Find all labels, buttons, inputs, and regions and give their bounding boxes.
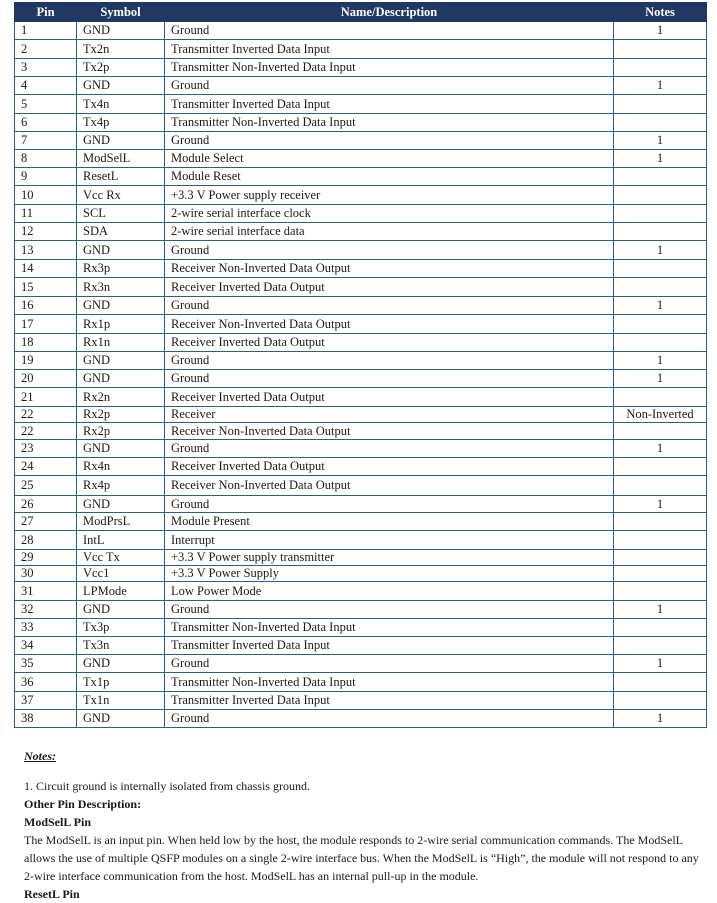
symbol-cell: Tx1n: [77, 692, 165, 710]
table-row: [15, 550, 707, 566]
table-row: [15, 241, 707, 260]
notes-cell: 1: [614, 655, 707, 673]
other-pin-description-heading: Other Pin Description:: [24, 797, 142, 811]
name-cell: 2-wire serial interface clock: [165, 205, 614, 223]
notes-cell: [614, 637, 707, 655]
symbol-cell: Rx4p: [77, 476, 165, 496]
pin-cell: 28: [15, 531, 77, 550]
symbol-cell: Vcc1: [77, 566, 165, 582]
symbol-cell: ModSelL: [77, 150, 165, 168]
notes-cell: [614, 334, 707, 352]
name-cell: Transmitter Non-Inverted Data Input: [165, 619, 614, 637]
symbol-cell: Tx1p: [77, 673, 165, 692]
pin-cell: 20: [15, 370, 77, 388]
symbol-cell: Rx4n: [77, 458, 165, 476]
name-cell: Receiver Non-Inverted Data Output: [165, 423, 614, 440]
notes-cell: 1: [614, 150, 707, 168]
symbol-cell: SDA: [77, 223, 165, 241]
table-row: [15, 260, 707, 278]
table-row: [15, 150, 707, 168]
symbol-cell: GND: [77, 710, 165, 728]
resetl-pin-heading: ResetL Pin: [24, 887, 80, 901]
name-cell: Ground: [165, 297, 614, 315]
pin-table-body: [15, 22, 707, 728]
notes-cell: [614, 566, 707, 582]
table-row: [15, 513, 707, 531]
table-row: [15, 334, 707, 352]
notes-cell: [614, 260, 707, 278]
table-row: [15, 496, 707, 513]
symbol-cell: Tx4p: [77, 114, 165, 132]
table-row: [15, 440, 707, 458]
header-symbol: Symbol: [77, 3, 165, 22]
notes-cell: 1: [614, 77, 707, 95]
pin-cell: 12: [15, 223, 77, 241]
name-cell: Receiver Inverted Data Output: [165, 388, 614, 407]
pin-cell: 18: [15, 334, 77, 352]
name-cell: 2-wire serial interface data: [165, 223, 614, 241]
name-cell: Module Reset: [165, 168, 614, 186]
table-row: [15, 22, 707, 40]
pin-cell: 6: [15, 114, 77, 132]
symbol-cell: Tx3p: [77, 619, 165, 637]
notes-cell: Non-Inverted: [614, 407, 707, 423]
notes-cell: [614, 278, 707, 297]
table-header-row: [15, 3, 707, 22]
name-cell: Ground: [165, 241, 614, 260]
name-cell: Ground: [165, 77, 614, 95]
pin-cell: 25: [15, 476, 77, 496]
name-cell: Transmitter Inverted Data Input: [165, 692, 614, 710]
symbol-cell: GND: [77, 370, 165, 388]
table-row: [15, 655, 707, 673]
symbol-cell: GND: [77, 241, 165, 260]
symbol-cell: GND: [77, 22, 165, 40]
name-cell: Receiver Inverted Data Output: [165, 278, 614, 297]
notes-cell: 1: [614, 496, 707, 513]
symbol-cell: ResetL: [77, 168, 165, 186]
notes-cell: [614, 582, 707, 601]
name-cell: Ground: [165, 496, 614, 513]
notes-cell: [614, 458, 707, 476]
notes-cell: [614, 95, 707, 114]
table-row: [15, 77, 707, 95]
pin-cell: 19: [15, 352, 77, 370]
name-cell: Module Present: [165, 513, 614, 531]
table-row: [15, 531, 707, 550]
table-row: [15, 205, 707, 223]
table-row: [15, 582, 707, 601]
notes-cell: [614, 168, 707, 186]
symbol-cell: GND: [77, 496, 165, 513]
table-row: [15, 476, 707, 496]
table-row: [15, 388, 707, 407]
table-row: [15, 168, 707, 186]
name-cell: Ground: [165, 710, 614, 728]
name-cell: +3.3 V Power Supply: [165, 566, 614, 582]
pin-cell: 11: [15, 205, 77, 223]
pin-cell: 35: [15, 655, 77, 673]
table-row: [15, 352, 707, 370]
name-cell: Ground: [165, 370, 614, 388]
pin-cell: 30: [15, 566, 77, 582]
notes-cell: [614, 223, 707, 241]
pin-cell: 4: [15, 77, 77, 95]
name-cell: Receiver Non-Inverted Data Output: [165, 260, 614, 278]
notes-cell: [614, 423, 707, 440]
notes-cell: [614, 550, 707, 566]
pin-cell: 31: [15, 582, 77, 601]
notes-cell: [614, 186, 707, 205]
name-cell: Receiver Inverted Data Output: [165, 458, 614, 476]
symbol-cell: GND: [77, 440, 165, 458]
symbol-cell: SCL: [77, 205, 165, 223]
symbol-cell: Rx3p: [77, 260, 165, 278]
pin-cell: 22: [15, 407, 77, 423]
pin-cell: 17: [15, 315, 77, 334]
pin-cell: 7: [15, 132, 77, 150]
notes-cell: [614, 692, 707, 710]
symbol-cell: Rx1p: [77, 315, 165, 334]
name-cell: +3.3 V Power supply transmitter: [165, 550, 614, 566]
notes-cell: 1: [614, 352, 707, 370]
table-row: [15, 637, 707, 655]
symbol-cell: IntL: [77, 531, 165, 550]
symbol-cell: Rx1n: [77, 334, 165, 352]
pin-cell: 29: [15, 550, 77, 566]
name-cell: Transmitter Non-Inverted Data Input: [165, 114, 614, 132]
table-row: [15, 710, 707, 728]
name-cell: Ground: [165, 440, 614, 458]
name-cell: Ground: [165, 132, 614, 150]
table-row: [15, 601, 707, 619]
name-cell: Ground: [165, 601, 614, 619]
name-cell: Receiver Non-Inverted Data Output: [165, 476, 614, 496]
header-pin: Pin: [15, 3, 77, 22]
header-notes: Notes: [614, 3, 707, 22]
name-cell: Ground: [165, 22, 614, 40]
table-row: [15, 566, 707, 582]
table-row: [15, 40, 707, 59]
pin-table: [14, 2, 707, 728]
table-row: [15, 297, 707, 315]
name-cell: Transmitter Inverted Data Input: [165, 637, 614, 655]
symbol-cell: Rx2p: [77, 407, 165, 423]
table-row: [15, 278, 707, 297]
name-cell: Transmitter Non-Inverted Data Input: [165, 59, 614, 77]
modsell-pin-text: The ModSelL is an input pin. When held low by the host, the module responds to 2-wire serial communication commands. The ModSelL allows the use of multiple QSFP modules on a single 2-wire interface bus. When the ModSelL is “High”, the module will not respond to any 2-wire interface communication from the host. ModSelL has an internal pull-up in the module.: [24, 833, 699, 883]
pin-cell: 5: [15, 95, 77, 114]
pin-cell: 1: [15, 22, 77, 40]
notes-cell: [614, 673, 707, 692]
pin-cell: 2: [15, 40, 77, 59]
notes-cell: [614, 59, 707, 77]
symbol-cell: GND: [77, 132, 165, 150]
notes-cell: 1: [614, 710, 707, 728]
pin-cell: 38: [15, 710, 77, 728]
symbol-cell: Rx2p: [77, 423, 165, 440]
symbol-cell: GND: [77, 655, 165, 673]
notes-cell: [614, 619, 707, 637]
name-cell: Interrupt: [165, 531, 614, 550]
symbol-cell: Vcc Rx: [77, 186, 165, 205]
symbol-cell: Vcc Tx: [77, 550, 165, 566]
header-name-description: Name/Description: [165, 3, 614, 22]
notes-cell: 1: [614, 370, 707, 388]
table-row: [15, 692, 707, 710]
symbol-cell: Rx3n: [77, 278, 165, 297]
table-row: [15, 132, 707, 150]
name-cell: Low Power Mode: [165, 582, 614, 601]
notes-cell: 1: [614, 132, 707, 150]
table-row: [15, 59, 707, 77]
notes-cell: [614, 114, 707, 132]
pin-cell: 9: [15, 168, 77, 186]
table-row: [15, 423, 707, 440]
pin-cell: 23: [15, 440, 77, 458]
symbol-cell: GND: [77, 297, 165, 315]
symbol-cell: Tx2p: [77, 59, 165, 77]
name-cell: Transmitter Inverted Data Input: [165, 40, 614, 59]
symbol-cell: GND: [77, 601, 165, 619]
name-cell: Ground: [165, 352, 614, 370]
name-cell: Receiver Non-Inverted Data Output: [165, 315, 614, 334]
notes-cell: [614, 40, 707, 59]
notes-cell: [614, 388, 707, 407]
notes-cell: [614, 531, 707, 550]
notes-section: [24, 747, 708, 903]
symbol-cell: LPMode: [77, 582, 165, 601]
symbol-cell: Tx2n: [77, 40, 165, 59]
pin-cell: 8: [15, 150, 77, 168]
name-cell: Receiver: [165, 407, 614, 423]
table-row: [15, 673, 707, 692]
notes-cell: [614, 513, 707, 531]
table-row: [15, 223, 707, 241]
symbol-cell: Tx4n: [77, 95, 165, 114]
pin-cell: 32: [15, 601, 77, 619]
table-row: [15, 95, 707, 114]
pin-cell: 36: [15, 673, 77, 692]
notes-heading: Notes:: [24, 749, 56, 763]
symbol-cell: ModPrsL: [77, 513, 165, 531]
name-cell: Ground: [165, 655, 614, 673]
pin-cell: 33: [15, 619, 77, 637]
table-row: [15, 619, 707, 637]
symbol-cell: Rx2n: [77, 388, 165, 407]
notes-cell: 1: [614, 241, 707, 260]
pin-cell: 34: [15, 637, 77, 655]
symbol-cell: Tx3n: [77, 637, 165, 655]
pin-cell: 21: [15, 388, 77, 407]
notes-cell: 1: [614, 440, 707, 458]
pin-cell: 16: [15, 297, 77, 315]
notes-cell: 1: [614, 297, 707, 315]
notes-cell: 1: [614, 22, 707, 40]
pin-cell: 27: [15, 513, 77, 531]
modsell-pin-heading: ModSelL Pin: [24, 815, 92, 829]
name-cell: Module Select: [165, 150, 614, 168]
pin-cell: 10: [15, 186, 77, 205]
pin-cell: 13: [15, 241, 77, 260]
pin-cell: 14: [15, 260, 77, 278]
pin-cell: 24: [15, 458, 77, 476]
name-cell: Transmitter Non-Inverted Data Input: [165, 673, 614, 692]
symbol-cell: GND: [77, 352, 165, 370]
table-row: [15, 315, 707, 334]
pin-cell: 22: [15, 423, 77, 440]
notes-cell: 1: [614, 601, 707, 619]
name-cell: +3.3 V Power supply receiver: [165, 186, 614, 205]
notes-cell: [614, 315, 707, 334]
pin-cell: 26: [15, 496, 77, 513]
table-row: [15, 370, 707, 388]
name-cell: Receiver Inverted Data Output: [165, 334, 614, 352]
notes-cell: [614, 205, 707, 223]
name-cell: Transmitter Inverted Data Input: [165, 95, 614, 114]
pin-cell: 37: [15, 692, 77, 710]
pin-cell: 3: [15, 59, 77, 77]
note-1: 1. Circuit ground is internally isolated from chassis ground.: [24, 779, 310, 793]
table-row: [15, 407, 707, 423]
table-row: [15, 114, 707, 132]
table-row: [15, 186, 707, 205]
table-row: [15, 458, 707, 476]
symbol-cell: GND: [77, 77, 165, 95]
pin-cell: 15: [15, 278, 77, 297]
notes-cell: [614, 476, 707, 496]
